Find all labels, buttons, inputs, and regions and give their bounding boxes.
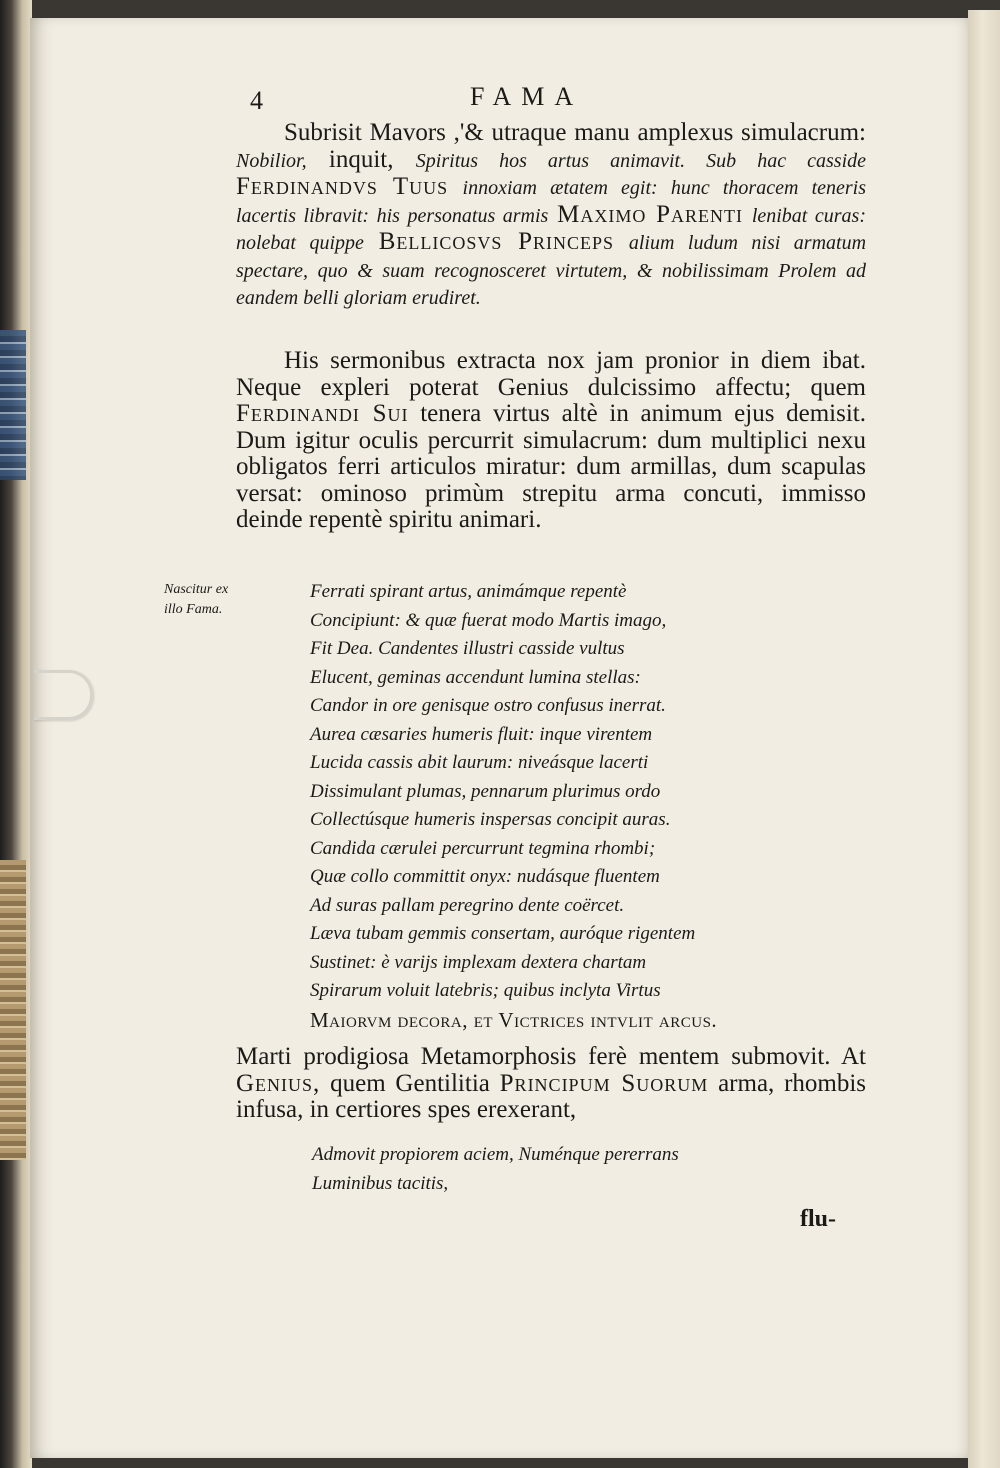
- verse-line: Spirarum voluit latebris; quibus inclyta Virtus: [310, 980, 661, 1001]
- verse-line-final: Maiorvm decora, et Victrices intvlit arcus.: [310, 1007, 718, 1032]
- paragraph-3-caps-1: Genius,: [236, 1069, 321, 1097]
- blue-ribbon: [0, 330, 26, 480]
- verse-block: [310, 578, 870, 1034]
- paragraph-1-italic-4: lenibat curas: nolebat quippe: [236, 204, 866, 254]
- verse-line: Lucida cassis abit laurum: niveásque lacerti: [310, 752, 649, 773]
- verse-line: Candida cærulei percurrunt tegmina rhombi;: [310, 837, 656, 859]
- paragraph-3-text-a: Marti prodigiosa Metamorphosis ferè mentem submovit. At: [236, 1043, 866, 1070]
- verse-line: Collectúsque humeris inspersas concipit auras.: [310, 809, 671, 830]
- cloth-tie: [0, 860, 26, 1160]
- paper-clip: [34, 670, 93, 720]
- facing-page-edge: [968, 10, 1000, 1468]
- verse-line: Dissimulant plumas, pennarum plurimus ordo: [310, 780, 661, 802]
- paragraph-1-italic-5: alium ludum nisi armatum spectare, quo & suam recognosceret virtutem, & nobilissimam Prolem ad eandem belli gloriam erudiret.: [236, 232, 867, 309]
- paragraph-1-lead: Subrisit Mavors ,'& utraque manu amplexus simulacrum:: [284, 119, 866, 146]
- verse-line: Ad suras pallam peregrino dente coërcet.: [310, 894, 625, 916]
- paragraph-1-italic-2: Spiritus hos artus animavit. Sub hac casside: [415, 149, 867, 172]
- paragraph-3: [236, 1044, 866, 1124]
- verse-line: Candor in ore genisque ostro confusus inerrat.: [310, 695, 666, 716]
- paragraph-3-text-b: quem Gentilitia: [330, 1069, 490, 1097]
- verse-line: Admovit propiorem aciem, Numénque pererrans: [312, 1144, 679, 1165]
- verse-line: Læva tubam gemmis consertam, auróque rigentem: [310, 923, 696, 944]
- running-title: FAMA: [470, 82, 584, 111]
- paragraph-3-caps-2: Principum Suorum: [499, 1069, 709, 1097]
- verse-line: Luminibus tacitis,: [312, 1173, 449, 1194]
- paragraph-1-caps-2: Maximo Parenti: [557, 200, 744, 228]
- verse-line: Fit Dea. Candentes illustri casside vultus: [310, 638, 625, 659]
- paragraph-2: [236, 348, 866, 534]
- paragraph-2-caps: Ferdinandi Sui: [236, 400, 409, 427]
- binding-edge: [0, 0, 32, 1468]
- paragraph-1-caps-1: Ferdinandvs Tuus: [236, 173, 449, 200]
- paragraph-1: [236, 120, 866, 312]
- catchword: flu-: [800, 1206, 836, 1232]
- verse-line: Concipiunt: & quæ fuerat modo Martis imago,: [310, 609, 667, 631]
- verse-line: Elucent, geminas accendunt lumina stellas:: [310, 666, 641, 688]
- paragraph-2-text-b: tenera virtus altè in animum ejus demisit. Dum igitur oculis percurrit simulacrum: dum multiplici nexu obligatos ferri articulos miratur: dum armillas, dum scapulas versat: ominoso primùm strepitu arma concuti, immisso deinde repentè spiritu animari.: [236, 400, 866, 533]
- verse-block-2: [312, 1140, 679, 1198]
- verse-line: Sustinet: è varijs implexam dextera chartam: [310, 951, 647, 973]
- margin-note: Nascitur ex illo Fama.: [164, 582, 229, 617]
- verse-line: Aurea cæsaries humeris fluit: inque virentem: [310, 723, 653, 745]
- paragraph-1-caps-3: Bellicosvs Princeps: [378, 228, 615, 255]
- paragraph-2-text-a: His sermonibus extracta nox jam pronior in diem ibat. Neque expleri poterat Genius dulcissimo affectu; quem: [236, 347, 866, 401]
- verse-line: Ferrati spirant artus, animámque repentè: [310, 581, 627, 602]
- paragraph-1-plain-1: inquit,: [328, 145, 394, 173]
- paragraph-1-italic-1: Nobilior,: [236, 149, 307, 172]
- paragraph-3-text-c: arma, rhombis infusa, in certiores spes erexerant,: [236, 1069, 867, 1123]
- page-number: 4: [250, 86, 263, 115]
- verse-line: Quæ collo committit onyx: nudásque fluentem: [310, 866, 660, 887]
- paragraph-1-italic-3: innoxiam ætatem egit: hunc thoracem teneris lacertis libravit: his personatus armis: [236, 177, 866, 227]
